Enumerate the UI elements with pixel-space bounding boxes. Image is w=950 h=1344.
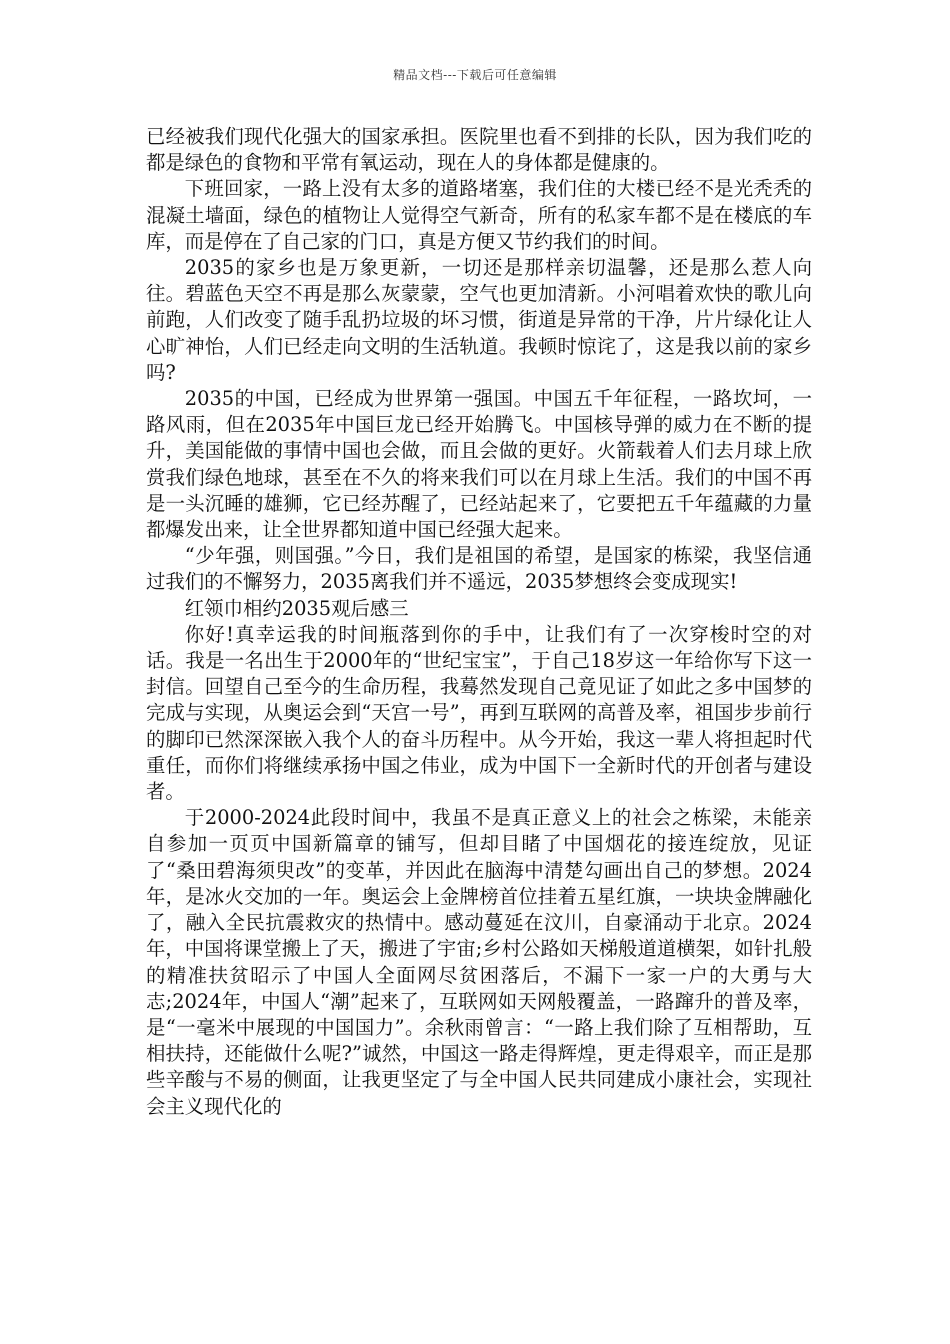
section-title: 红领巾相约2035观后感三: [184, 596, 409, 620]
page-header: 精品文档---下载后可任意编辑: [393, 68, 557, 82]
paragraph: 2035的中国，已经成为世界第一强国。中国五千年征程，一路坎坷，一路风雨，但在2035年中国巨龙已经开始腾飞。中国核导弹的威力在不断的提升，美国能做的事情中国也会做，而且会做的更好。火箭载着人们去月球上欣赏我们绿色地球，甚至在不久的将来我们可以在月球上生活。我们的中国不再是一头沉睡的雄狮，它已经苏醒了，已经站起来了，它要把五千年蕴藏的力量都爆发出来，让全世界都知道中国已经强大起来。: [146, 387, 812, 542]
paragraph: 下班回家，一路上没有太多的道路堵塞，我们住的大楼已经不是光秃秃的混凝土墙面，绿色的植物让人觉得空气新奇，所有的私家车都不是在楼底的车库，而是停在了自己家的门口，真是方便又节约我们的时间。: [146, 177, 812, 253]
document-body: [146, 124, 812, 1120]
paragraph: 于2000-2024此段时间中，我虽不是真正意义上的社会之栋梁，未能亲自参加一页页中国新篇章的铺写，但却目睹了中国烟花的接连绽放，见证了“桑田碧海须臾改”的变革，并因此在脑海中清楚勾画出自己的梦想。2024年，是冰火交加的一年。奥运会上金牌榜首位挂着五星红旗，一块块金牌融化了，融入全民抗震救灾的热情中。感动蔓延在汶川，自豪涌动于北京。2024年，中国将课堂搬上了天，搬进了宇宙;乡村公路如天梯般道道横架，如针扎般的精准扶贫昭示了中国人全面网尽贫困落后，不漏下一家一户的大勇与大志;2024年，中国人“潮”起来了，互联网如天网般覆盖，一路蹿升的普及率，是“一毫米中展现的中国国力”。余秋雨曾言：“一路上我们除了互相帮助，互相扶持，还能做什么呢?”诚然，中国这一路走得辉煌，更走得艰辛，而正是那些辛酸与不易的侧面，让我更坚定了与全中国人民共同建成小康社会，实现社会主义现代化的: [146, 806, 812, 1118]
paragraph-continued: 已经被我们现代化强大的国家承担。医院里也看不到排的长队，因为我们吃的都是绿色的食物和平常有氧运动，现在人的身体都是健康的。: [146, 125, 812, 175]
paragraph: 你好!真幸运我的时间瓶落到你的手中，让我们有了一次穿梭时空的对话。我是一名出生于2000年的“世纪宝宝”，于自己18岁这一年给你写下这一封信。回望自己至今的生命历程，我蓦然发现自己竟见证了如此之多中国梦的完成与实现，从奥运会到“天宫一号”，再到互联网的高普及率，祖国步步前行的脚印已然深深嵌入我个人的奋斗历程中。从今开始，我这一辈人将担起时代重任，而你们将继续承扬中国之伟业，成为中国下一全新时代的开创者与建设者。: [146, 622, 812, 804]
paragraph: 2035的家乡也是万象更新，一切还是那样亲切温馨，还是那么惹人向往。碧蓝色天空不再是那么灰蒙蒙，空气也更加清新。小河唱着欢快的歌儿向前跑，人们改变了随手乱扔垃圾的坏习惯，街道是异常的干净，片片绿化让人心旷神怡，人们已经走向文明的生活轨道。我顿时惊诧了，这是我以前的家乡吗?: [146, 256, 812, 384]
paragraph: “少年强，则国强。”今日，我们是祖国的希望，是国家的栋梁，我坚信通过我们的不懈努力，2035离我们并不遥远，2035梦想终会变成现实!: [146, 544, 812, 594]
